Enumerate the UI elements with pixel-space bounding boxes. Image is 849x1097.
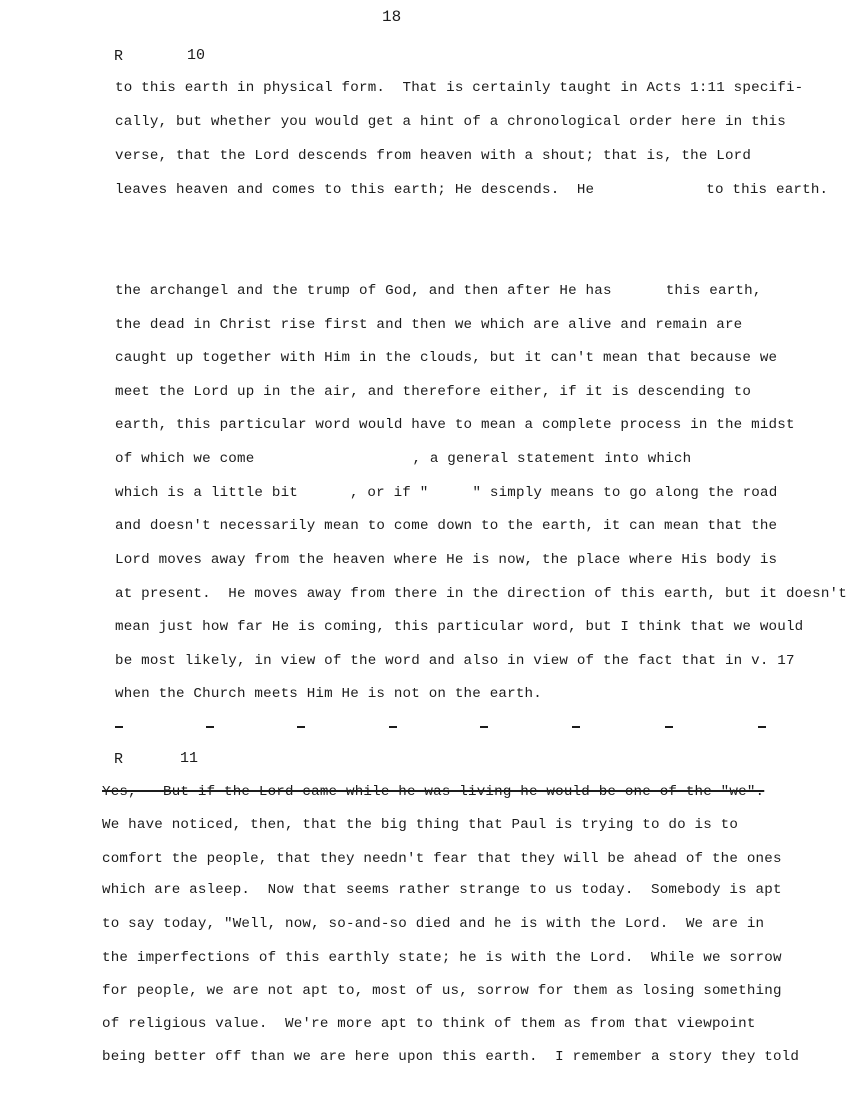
text-line xyxy=(115,182,828,198)
text-fragment: leaves heaven and comes to this earth; He descends. He xyxy=(115,182,595,198)
separator-dash xyxy=(665,726,673,728)
text-line: to this earth in physical form. That is certainly taught in Acts 1:11 specifi- xyxy=(115,80,804,96)
text-line: of religious value. We're more apt to think of them as from that viewpoint xyxy=(102,1016,756,1032)
text-line xyxy=(115,451,691,467)
text-line: earth, this particular word would have to mean a complete process in the midst xyxy=(115,417,795,433)
text-line: caught up together with Him in the clouds, but it can't mean that because we xyxy=(115,350,778,366)
text-line: at present. He moves away from there in the direction of this earth, but it doesn't xyxy=(115,586,847,602)
text-line: be most likely, in view of the word and also in view of the fact that in v. 17 xyxy=(115,653,795,669)
section-number: 11 xyxy=(180,750,199,767)
text-line xyxy=(115,283,762,299)
text-line: mean just how far He is coming, this particular word, but I think that we would xyxy=(115,619,804,635)
separator-dash xyxy=(480,726,488,728)
section-number: 10 xyxy=(187,47,206,64)
text-line: meet the Lord up in the air, and therefore either, if it is descending to xyxy=(115,384,752,400)
text-line: We have noticed, then, that the big thing that Paul is trying to do is to xyxy=(102,817,739,833)
struck-through-line: Yes,---But if the Lord came while he was living he would be one of the "we". xyxy=(102,784,765,800)
text-line: comfort the people, that they needn't fear that they will be ahead of the ones xyxy=(102,851,782,867)
text-fragment: which is a little bit xyxy=(115,485,298,501)
text-fragment: of which we come xyxy=(115,451,255,467)
separator-dash xyxy=(297,726,305,728)
text-line xyxy=(115,485,777,501)
separator-dash xyxy=(389,726,397,728)
text-line: the imperfections of this earthly state; he is with the Lord. While we sorrow xyxy=(102,950,782,966)
text-line: Lord moves away from the heaven where He is now, the place where His body is xyxy=(115,552,778,568)
text-fragment: " simply means to go along the road xyxy=(472,485,778,501)
text-line: the dead in Christ rise first and then we which are alive and remain are xyxy=(115,317,743,333)
section-label: R xyxy=(114,751,124,768)
text-fragment: to this earth. xyxy=(706,182,829,198)
text-line: to say today, "Well, now, so-and-so died and he is with the Lord. We are in xyxy=(102,916,765,932)
text-line: cally, but whether you would get a hint of a chronological order here in this xyxy=(115,114,786,130)
separator-dash xyxy=(758,726,766,728)
section-label: R xyxy=(114,48,124,65)
text-fragment: the archangel and the trump of God, and then after He has xyxy=(115,283,612,299)
text-line: for people, we are not apt to, most of us, sorrow for them as losing something xyxy=(102,983,782,999)
separator-dash xyxy=(206,726,214,728)
text-line: and doesn't necessarily mean to come down to the earth, it can mean that the xyxy=(115,518,778,534)
page-number: 18 xyxy=(382,8,402,26)
text-fragment: , or if " xyxy=(350,485,429,501)
text-line: when the Church meets Him He is not on the earth. xyxy=(115,686,542,702)
text-line: which are asleep. Now that seems rather strange to us today. Somebody is apt xyxy=(102,882,782,898)
text-line: verse, that the Lord descends from heaven with a shout; that is, the Lord xyxy=(115,148,752,164)
separator-dash xyxy=(115,726,123,728)
text-fragment: this earth, xyxy=(665,283,762,299)
separator-dash xyxy=(572,726,580,728)
text-line: being better off than we are here upon this earth. I remember a story they told xyxy=(102,1049,800,1065)
text-fragment: , a general statement into which xyxy=(412,451,692,467)
